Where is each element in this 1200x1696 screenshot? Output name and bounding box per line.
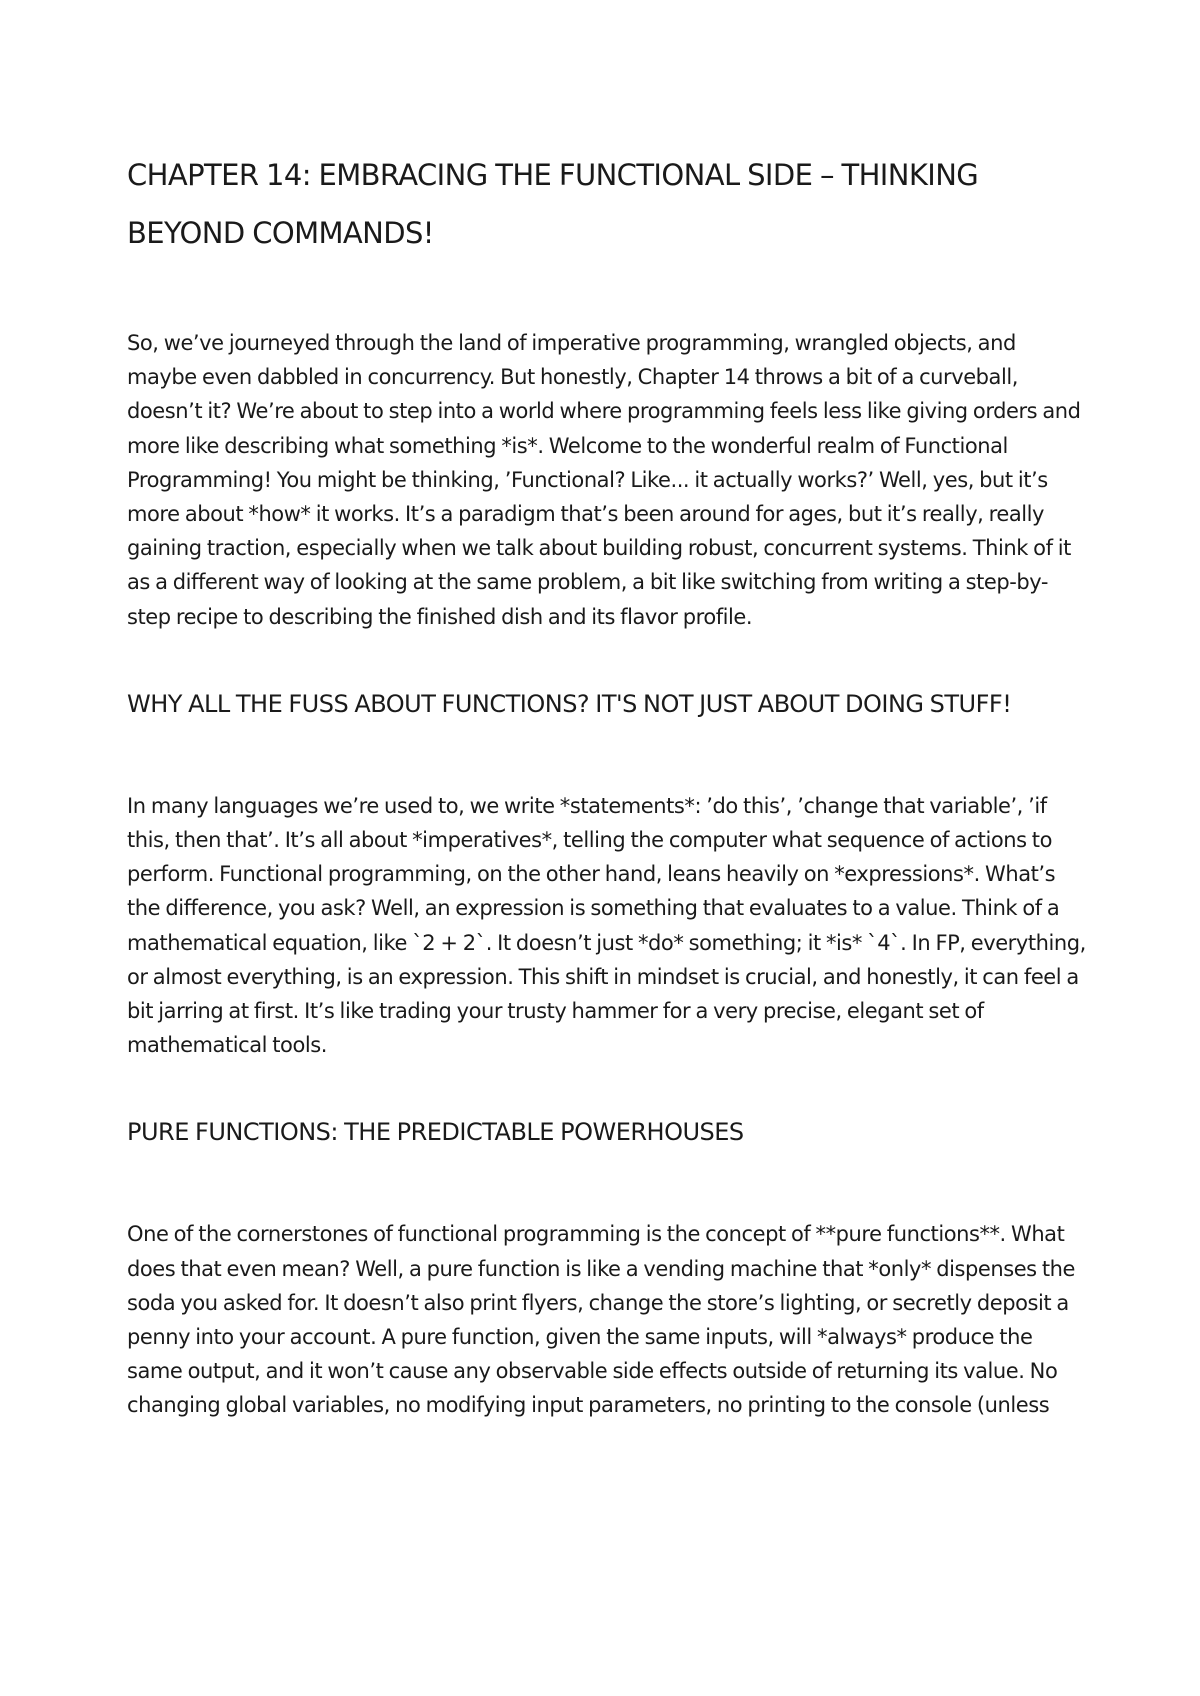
chapter-title: CHAPTER 14: EMBRACING THE FUNCTIONAL SIDE – THINKING BEYOND COMMANDS! xyxy=(127,158,979,250)
section-heading-why-functions: WHY ALL THE FUSS ABOUT FUNCTIONS? IT'S NOT JUST ABOUT DOING STUFF! xyxy=(127,689,1012,718)
document-page xyxy=(127,146,1087,1423)
intro-paragraph: So, we’ve journeyed through the land of imperative programming, wrangled objects, and maybe even dabbled in concurrency. But honestly, Chapter 14 throws a bit of a curveball, doesn’t it? We’re about to step into a world where programming feels less like giving orders and more like describing what something *is*. Welcome to the wonderful realm of Functional Programming! You might be thinking, ’Functional? Like... it actually works?’ Well, yes, but it’s more about *how* it works. It’s a paradigm that’s been around for ages, but it’s really, really gaining traction, especially when we talk about building robust, concurrent systems. Think of it as a different way of looking at the same problem, a bit like switching from writing a step-by-step recipe to describing the finished dish and its flavor profile. xyxy=(127,331,1081,629)
section-paragraph-pure-functions: One of the cornerstones of functional programming is the concept of **pure functions**. What does that even mean? Well, a pure function is like a vending machine that *only* dispenses the soda you asked for. It doesn’t also print flyers, change the store’s lighting, or secretly deposit a penny into your account. A pure function, given the same inputs, will *always* produce the same output, and it won’t cause any observable side effects outside of returning its value. No changing global variables, no modifying input parameters, no printing to the console (unless xyxy=(127,1222,1075,1418)
spacer xyxy=(127,722,1087,789)
section-paragraph-why-functions: In many languages we’re used to, we write *statements*: ’do this’, ’change that variable’, ’if this, then that’. It’s all about *imperatives*, telling the computer what sequence of actions to perform. Functional programming, on the other hand, leans heavily on *expressions*. What’s the difference, you ask? Well, an expression is something that evaluates to a value. Think of a mathematical equation, like `2 + 2`. It doesn’t just *do* something; it *is* `4`. In FP, everything, or almost everything, is an expression. This shift in mindset is crucial, and honestly, it can feel a bit jarring at first. It’s like trading your trusty hammer for a very precise, elegant set of mathematical tools. xyxy=(127,793,1086,1058)
spacer xyxy=(127,1150,1087,1217)
spacer xyxy=(127,634,1087,686)
spacer xyxy=(127,262,1087,326)
section-heading-pure-functions: PURE FUNCTIONS: THE PREDICTABLE POWERHOUSES xyxy=(127,1118,744,1147)
spacer xyxy=(127,1062,1087,1114)
